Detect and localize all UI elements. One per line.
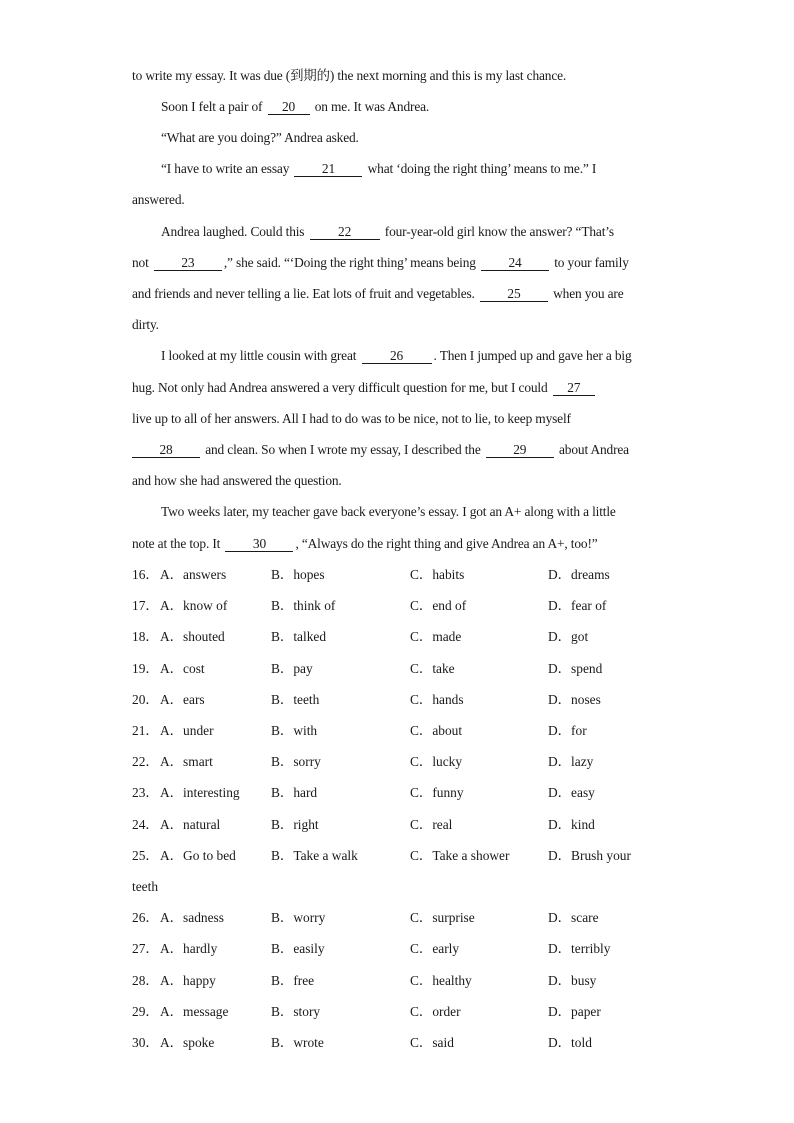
blank-29: 29 bbox=[486, 442, 554, 458]
option-a: A．natural bbox=[160, 817, 221, 832]
question-row bbox=[132, 972, 662, 990]
question-row bbox=[132, 722, 662, 740]
passage-text: Andrea laughed. Could this bbox=[161, 224, 308, 239]
option-continuation: teeth bbox=[132, 879, 159, 894]
option-b: B．easily bbox=[271, 941, 325, 956]
passage-line bbox=[132, 441, 662, 459]
passage-text: four-year-old girl know the answer? “That’s bbox=[381, 224, 614, 239]
question-number: 20． bbox=[132, 692, 159, 707]
option-b: B．hopes bbox=[271, 567, 325, 582]
question-number: 27． bbox=[132, 941, 159, 956]
option-a: A．Go to bed bbox=[160, 848, 236, 863]
option-b: B．hard bbox=[271, 785, 318, 800]
option-c: C．healthy bbox=[410, 973, 472, 988]
option-a: A．cost bbox=[160, 661, 205, 676]
passage-text: and clean. So when I wrote my essay, I described the bbox=[202, 442, 484, 457]
option-d: D．scare bbox=[548, 910, 599, 925]
option-a: A．ears bbox=[160, 692, 205, 707]
question-row bbox=[132, 753, 662, 771]
passage-text: . Then I jumped up and gave her a big bbox=[433, 348, 632, 363]
passage-line bbox=[161, 98, 661, 116]
question-row bbox=[132, 909, 662, 927]
passage-line bbox=[132, 316, 662, 334]
option-b: B．Take a walk bbox=[271, 848, 358, 863]
question-number: 17． bbox=[132, 598, 159, 613]
option-d: D．dreams bbox=[548, 567, 610, 582]
question-number: 19． bbox=[132, 661, 159, 676]
option-c: C．real bbox=[410, 817, 453, 832]
blank-30: 30 bbox=[225, 536, 293, 552]
blank-25: 25 bbox=[480, 286, 548, 302]
blank-23: 23 bbox=[154, 255, 222, 271]
option-d: D．terribly bbox=[548, 941, 611, 956]
option-a: A．happy bbox=[160, 973, 216, 988]
option-a: A．shouted bbox=[160, 629, 225, 644]
passage-text: dirty. bbox=[132, 317, 159, 332]
passage-text: “I have to write an essay bbox=[161, 161, 293, 176]
question-row bbox=[132, 597, 662, 615]
passage-line bbox=[161, 223, 661, 241]
passage-text: ,” she said. “‘Doing the right thing’ means being bbox=[223, 255, 480, 270]
passage-text: on me. It was Andrea. bbox=[311, 99, 430, 114]
option-d: D．Brush your bbox=[548, 848, 631, 863]
passage-line bbox=[161, 503, 661, 521]
passage-text: and how she had answered the question. bbox=[132, 473, 342, 488]
question-number: 16． bbox=[132, 567, 159, 582]
passage-line bbox=[132, 254, 662, 272]
question-row bbox=[132, 940, 662, 958]
option-b: B．talked bbox=[271, 629, 327, 644]
option-b: B．right bbox=[271, 817, 319, 832]
option-b: B．free bbox=[271, 973, 315, 988]
option-d: D．paper bbox=[548, 1004, 601, 1019]
passage-text: live up to all of her answers. All I had to do was to be nice, not to lie, to keep myself bbox=[132, 411, 571, 426]
passage-text: Soon I felt a pair of bbox=[161, 99, 266, 114]
option-d: D．spend bbox=[548, 661, 603, 676]
question-row bbox=[132, 816, 662, 834]
passage-text: “What are you doing?” Andrea asked. bbox=[161, 130, 359, 145]
option-c: C．about bbox=[410, 723, 463, 738]
passage-text: answered. bbox=[132, 192, 185, 207]
option-a: A．interesting bbox=[160, 785, 240, 800]
option-a: A．smart bbox=[160, 754, 213, 769]
blank-28: 28 bbox=[132, 442, 200, 458]
question-row bbox=[132, 691, 662, 709]
passage-text: what ‘doing the right thing’ means to me.” I bbox=[364, 161, 597, 176]
option-c: C．lucky bbox=[410, 754, 463, 769]
question-number: 18． bbox=[132, 629, 159, 644]
passage-line bbox=[161, 347, 661, 365]
passage-text: Two weeks later, my teacher gave back everyone’s essay. I got an A+ along with a little bbox=[161, 504, 616, 519]
question-number: 29． bbox=[132, 1004, 159, 1019]
passage-line bbox=[161, 160, 661, 178]
option-a: A．hardly bbox=[160, 941, 218, 956]
question-number: 21． bbox=[132, 723, 159, 738]
option-d: D．noses bbox=[548, 692, 601, 707]
option-a: A．sadness bbox=[160, 910, 224, 925]
passage-text: note at the top. It bbox=[132, 536, 224, 551]
option-c: C．order bbox=[410, 1004, 461, 1019]
option-c: C．take bbox=[410, 661, 455, 676]
option-b: B．pay bbox=[271, 661, 313, 676]
option-c: C．end of bbox=[410, 598, 467, 613]
passage-text: to write my essay. It was due (到期的) the next morning and this is my last chance. bbox=[132, 68, 567, 83]
question-number: 22． bbox=[132, 754, 159, 769]
question-row bbox=[132, 628, 662, 646]
passage-text: I looked at my little cousin with great bbox=[161, 348, 360, 363]
question-row bbox=[132, 847, 662, 865]
option-b: B．with bbox=[271, 723, 318, 738]
option-b: B．teeth bbox=[271, 692, 320, 707]
passage-line bbox=[132, 379, 662, 397]
option-a: A．know of bbox=[160, 598, 228, 613]
passage-text: and friends and never telling a lie. Eat lots of fruit and vegetables. bbox=[132, 286, 478, 301]
option-c: C．habits bbox=[410, 567, 465, 582]
question-row bbox=[132, 784, 662, 802]
passage-text: hug. Not only had Andrea answered a very difficult question for me, but I could bbox=[132, 380, 551, 395]
question-number: 26． bbox=[132, 910, 159, 925]
option-a: A．spoke bbox=[160, 1035, 215, 1050]
question-row bbox=[132, 1034, 662, 1052]
option-c: C．early bbox=[410, 941, 460, 956]
option-c: C．surprise bbox=[410, 910, 475, 925]
passage-line bbox=[132, 285, 662, 303]
option-d: D．kind bbox=[548, 817, 595, 832]
option-b: B．wrote bbox=[271, 1035, 324, 1050]
option-d: D．got bbox=[548, 629, 589, 644]
blank-24: 24 bbox=[481, 255, 549, 271]
blank-21: 21 bbox=[294, 161, 362, 177]
option-c: C．said bbox=[410, 1035, 454, 1050]
option-c: C．Take a shower bbox=[410, 848, 510, 863]
option-d: D．told bbox=[548, 1035, 592, 1050]
question-row bbox=[132, 660, 662, 678]
passage-text: when you are bbox=[549, 286, 624, 301]
passage-text: , “Always do the right thing and give Andrea an A+, too!” bbox=[295, 536, 598, 551]
passage-text: to your family bbox=[551, 255, 629, 270]
blank-22: 22 bbox=[310, 224, 380, 240]
option-b: B．story bbox=[271, 1004, 321, 1019]
question-row bbox=[132, 566, 662, 584]
question-number: 28． bbox=[132, 973, 159, 988]
passage-line bbox=[132, 472, 662, 490]
option-c: C．hands bbox=[410, 692, 464, 707]
option-b: B．worry bbox=[271, 910, 326, 925]
option-d: D．easy bbox=[548, 785, 595, 800]
question-number: 24． bbox=[132, 817, 159, 832]
option-a: A．message bbox=[160, 1004, 229, 1019]
passage-text: about Andrea bbox=[555, 442, 629, 457]
option-d: D．fear of bbox=[548, 598, 607, 613]
option-d: D．busy bbox=[548, 973, 597, 988]
passage-line bbox=[132, 191, 662, 209]
passage-line bbox=[132, 410, 662, 428]
option-c: C．funny bbox=[410, 785, 464, 800]
passage-text: not bbox=[132, 255, 152, 270]
option-c: C．made bbox=[410, 629, 462, 644]
option-d: D．lazy bbox=[548, 754, 594, 769]
option-b: B．think of bbox=[271, 598, 336, 613]
blank-27: 27 bbox=[553, 380, 595, 396]
blank-26: 26 bbox=[362, 348, 432, 364]
question-number: 23． bbox=[132, 785, 159, 800]
question-number: 30． bbox=[132, 1035, 159, 1050]
option-d: D．for bbox=[548, 723, 587, 738]
option-a: A．answers bbox=[160, 567, 227, 582]
passage-line bbox=[132, 67, 662, 85]
passage-line bbox=[161, 129, 661, 147]
blank-20: 20 bbox=[268, 99, 310, 115]
passage-line bbox=[132, 535, 662, 553]
question-number: 25． bbox=[132, 848, 159, 863]
question-row bbox=[132, 1003, 662, 1021]
option-b: B．sorry bbox=[271, 754, 321, 769]
option-a: A．under bbox=[160, 723, 214, 738]
